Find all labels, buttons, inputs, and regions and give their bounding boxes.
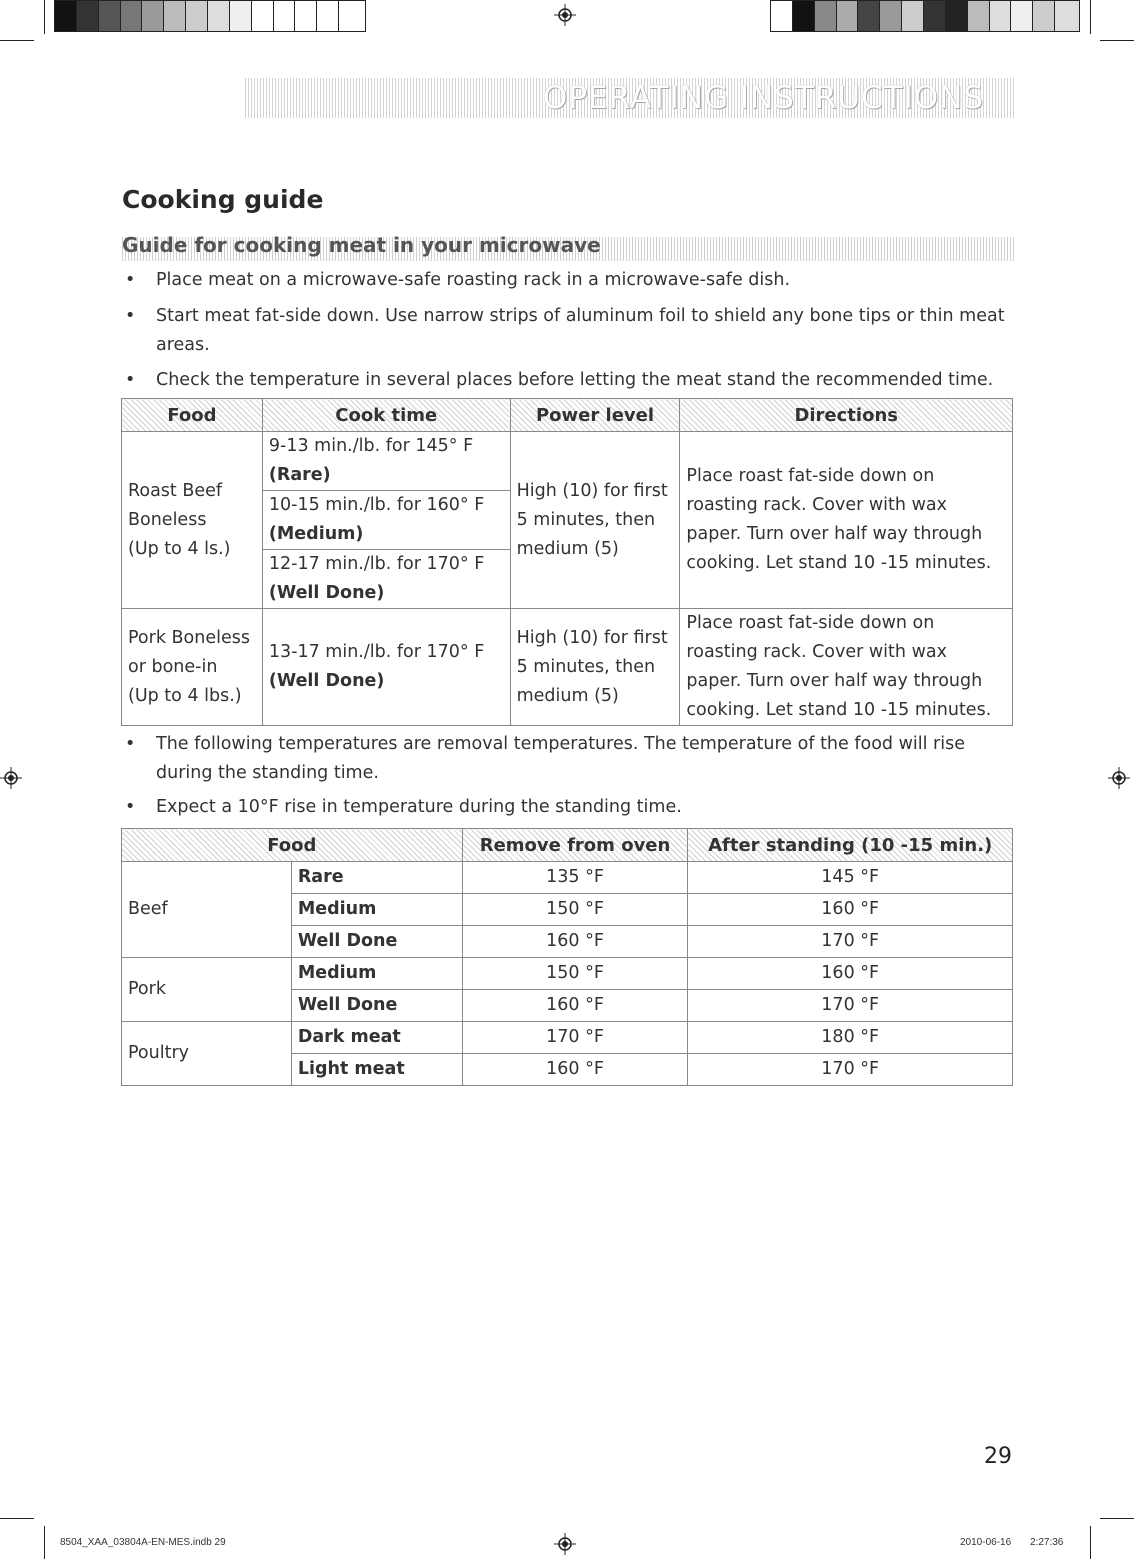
bullet-icon: •	[125, 306, 136, 326]
cook-time-cell: 12-17 min./lb. for 170° F (Well Done)	[262, 550, 510, 609]
doneness-cell: Dark meat	[291, 1022, 462, 1054]
table-row	[122, 609, 1013, 726]
table-row	[122, 958, 1013, 990]
column-header-food: Food	[122, 829, 463, 862]
crop-mark	[0, 1518, 34, 1519]
crop-mark	[44, 1526, 45, 1559]
remove-temp-cell: 160 °F	[462, 926, 688, 958]
directions-cell: Place roast fat-side down on roasting rack. Cover with wax paper. Turn over half way through cooking. Let stand 10 -15 minutes.	[680, 432, 1013, 609]
doneness-cell: Well Done	[291, 990, 462, 1022]
meat-cooking-table	[121, 398, 1013, 726]
crop-mark	[1100, 40, 1134, 41]
registration-mark-left-icon	[0, 767, 22, 789]
registration-mark-bottom-icon	[554, 1533, 576, 1555]
after-temp-cell: 160 °F	[688, 894, 1013, 926]
remove-temp-cell: 160 °F	[462, 1054, 688, 1086]
column-header-power-level: Power level	[510, 399, 680, 432]
food-cell: Poultry	[122, 1022, 292, 1086]
doneness-cell: Medium	[291, 894, 462, 926]
doneness-cell: Rare	[291, 862, 462, 894]
column-header-food: Food	[122, 399, 263, 432]
footer-file: 8504_XAA_03804A-EN-MES.indb 29	[60, 1537, 226, 1548]
table-row	[122, 432, 1013, 491]
food-cell: Pork	[122, 958, 292, 1022]
table-header-row	[122, 399, 1013, 432]
crop-mark	[0, 40, 34, 41]
crop-mark	[1090, 1526, 1091, 1559]
bullet-icon: •	[125, 797, 136, 817]
cook-time-cell: 9-13 min./lb. for 145° F (Rare)	[262, 432, 510, 491]
section-banner	[245, 78, 1014, 118]
column-header-remove-from-oven: Remove from oven	[462, 829, 688, 862]
remove-temp-cell: 135 °F	[462, 862, 688, 894]
doneness-cell: Well Done	[291, 926, 462, 958]
standing-temperature-table	[121, 828, 1013, 1086]
doneness-cell: Medium	[291, 958, 462, 990]
remove-temp-cell: 170 °F	[462, 1022, 688, 1054]
column-header-cook-time: Cook time	[262, 399, 510, 432]
table-header-row	[122, 829, 1013, 862]
bullet-icon: •	[125, 270, 136, 290]
crop-mark	[1100, 1518, 1134, 1519]
remove-temp-cell: 160 °F	[462, 990, 688, 1022]
section-title: OPERATING INSTRUCTIONS	[542, 80, 984, 116]
column-header-directions: Directions	[680, 399, 1013, 432]
footer-date: 2010-06-16	[960, 1537, 1012, 1548]
cook-time-cell: 10-15 min./lb. for 160° F (Medium)	[262, 491, 510, 550]
after-temp-cell: 145 °F	[688, 862, 1013, 894]
page-title: Cooking guide	[122, 185, 324, 214]
after-temp-cell: 180 °F	[688, 1022, 1013, 1054]
subheading: Guide for cooking meat in your microwave	[122, 233, 601, 257]
food-cell: Pork Boneless or bone-in (Up to 4 lbs.)	[122, 609, 263, 726]
after-temp-cell: 170 °F	[688, 1054, 1013, 1086]
cook-time-cell: 13-17 min./lb. for 170° F (Well Done)	[262, 609, 510, 726]
registration-mark-right-icon	[1108, 767, 1130, 789]
registration-mark-top-icon	[554, 4, 576, 26]
food-cell: Roast Beef Boneless (Up to 4 ls.)	[122, 432, 263, 609]
bullet-icon: •	[125, 370, 136, 390]
after-temp-cell: 170 °F	[688, 926, 1013, 958]
after-temp-cell: 170 °F	[688, 990, 1013, 1022]
table-row	[122, 1022, 1013, 1054]
remove-temp-cell: 150 °F	[462, 894, 688, 926]
color-calibration-bar-right	[770, 0, 1080, 32]
power-level-cell: High (10) for first 5 minutes, then medium (5)	[510, 432, 680, 609]
directions-cell: Place roast fat-side down on roasting rack. Cover with wax paper. Turn over half way through cooking. Let stand 10 -15 minutes.	[680, 609, 1013, 726]
column-header-after-standing: After standing (10 -15 min.)	[688, 829, 1013, 862]
power-level-cell: High (10) for first 5 minutes, then medium (5)	[510, 609, 680, 726]
bullet-icon: •	[125, 734, 136, 754]
remove-temp-cell: 150 °F	[462, 958, 688, 990]
crop-mark	[44, 0, 45, 34]
table-row	[122, 862, 1013, 894]
food-cell: Beef	[122, 862, 292, 958]
footer-time: 2:27:36	[1030, 1537, 1064, 1548]
doneness-cell: Light meat	[291, 1054, 462, 1086]
page-number: 29	[984, 1444, 1012, 1469]
crop-mark	[1090, 0, 1091, 34]
after-temp-cell: 160 °F	[688, 958, 1013, 990]
color-calibration-bar-left	[54, 0, 366, 32]
